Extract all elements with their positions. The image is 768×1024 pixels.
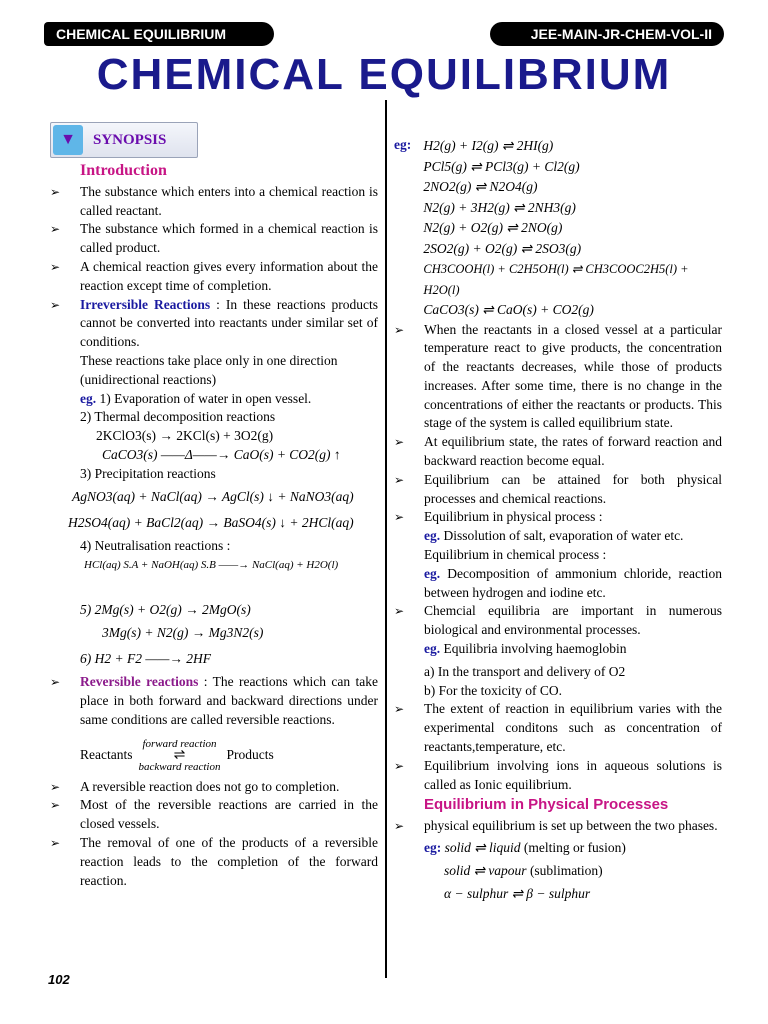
reactants-label: Reactants xyxy=(80,747,133,763)
down-arrow-icon: ▼ xyxy=(53,125,83,155)
chemical-process-label: Equilibrium in chemical process : xyxy=(424,547,607,563)
left-column xyxy=(50,122,378,890)
irreversible-text-2: These reactions take place only in one direction (unidirectional reactions) xyxy=(80,352,338,387)
equation-h2so4: H2SO4(aq) + BaCl2(aq) → BaSO4(s) ↓ + 2HCl(aq) xyxy=(68,515,354,531)
header-volume-label: JEE-MAIN-JR-CHEM-VOL-II xyxy=(490,22,724,46)
page-title: CHEMICAL EQUILIBRIUM xyxy=(96,50,672,99)
physical-processes-heading: Equilibrium in Physical Processes xyxy=(424,796,669,814)
bullet-extent: ➢ The extent of reaction in equilibrium varies with the experimental conditons such as concentration of reactants,temperature, etc. xyxy=(394,700,722,756)
example-3: 3) Precipitation reactions xyxy=(80,465,216,481)
bullet-equal-rates: ➢ At equilibrium state, the rates of forward reaction and backward reaction become equal. xyxy=(394,433,722,471)
bullet-phases: ➢ physical equilibrium is set up between the two phases. xyxy=(394,817,722,836)
bullet-attained: ➢ Equilibrium can be attained for both physical processes and chemical reactions. xyxy=(394,471,722,509)
physical-example-text: Dissolution of salt, evaporation of water etc. xyxy=(443,528,684,544)
bullet-removal-products: ➢ The removal of one of the products of a reversible reaction leads to the completion of the forward reaction. xyxy=(50,834,378,890)
equation-hcl-naoh: HCl(aq) S.A + NaOH(aq) S.B ——→ NaCl(aq) + H2O(l) xyxy=(84,558,339,571)
example-1-text: 1) Evaporation of water in open vessel. xyxy=(99,390,312,406)
synopsis-label: SYNOPSIS xyxy=(93,131,167,148)
bullet-ionic: ➢ Equilibrium involving ions in aqueous solutions is called as Ionic equilibrium. xyxy=(394,757,722,795)
sublimation-note: (sublimation) xyxy=(529,862,603,878)
column-divider xyxy=(385,100,387,978)
phase-example-1 xyxy=(394,839,722,858)
equation-mg3n2: 3Mg(s) + N2(g) → Mg3N2(s) xyxy=(102,624,264,640)
haemoglobin-text: Equilibria involving haemoglobin xyxy=(443,641,627,657)
equation-hf: 6) H2 + F2 ——→ 2HF xyxy=(80,651,211,667)
solid-vapour: solid ⇌ vapour xyxy=(444,862,527,878)
forward-label: forward reaction xyxy=(142,737,217,750)
bullet-reversible xyxy=(50,673,378,729)
backward-label: backward reaction xyxy=(138,760,221,773)
eg-label-2: eg. xyxy=(424,528,441,544)
eg-label-right: eg: xyxy=(394,137,412,152)
bullet-physical-process: ➢ Equilibrium in physical process : xyxy=(394,508,722,527)
bullet-equilibrium-state: ➢ When the reactants in a closed vessel at a particular temperature react to give products, the concentration of the reactants decreases, while those of products increases. After some time, there is no change in the concentrations of either the reactants or products. This stage of the system is called equilibrium state. xyxy=(394,321,722,434)
equation-no2: 2NO2(g) ⇌ N2O4(g) xyxy=(423,179,538,194)
introduction-heading: Introduction xyxy=(80,162,167,179)
melting-note: (melting or fusion) xyxy=(523,840,626,856)
example-1 xyxy=(50,390,378,409)
eg-label: eg. xyxy=(80,390,97,406)
chemical-example xyxy=(394,565,722,603)
haemoglobin-b: b) For the toxicity of CO. xyxy=(424,682,562,698)
reversible-scheme xyxy=(50,738,378,774)
double-arrow-icon: ⇌ xyxy=(173,747,186,763)
reversible-text: : The reactions which can take place in both forward and backward directions under same conditions are called reversible reactions. xyxy=(80,674,378,727)
bullet-closed-vessels: ➢ Most of the reversible reactions are carried in the closed vessels. xyxy=(50,796,378,834)
eg-label-4: eg. xyxy=(424,641,441,657)
phase-example-3: α − sulphur ⇌ β − sulphur xyxy=(444,885,591,901)
header-chapter-label: CHEMICAL EQUILIBRIUM xyxy=(44,22,274,46)
chemical-example-text: Decomposition of ammonium chloride, reaction between hydrogen and iodine etc. xyxy=(424,565,723,600)
bullet-reactant: ➢ The substance which enters into a chemical reaction is called reactant. xyxy=(50,183,378,221)
bullet-no-completion: ➢ A reversible reaction does not go to completion. xyxy=(50,778,378,797)
equations-list xyxy=(423,136,722,321)
example-equations xyxy=(394,136,722,321)
equation-agno3: AgNO3(aq) + NaCl(aq) → AgCl(s) ↓ + NaNO3(aq) xyxy=(72,488,354,504)
equation-nh3: N2(g) + 3H2(g) ⇌ 2NH3(g) xyxy=(423,199,576,215)
right-column xyxy=(394,136,722,903)
synopsis-badge xyxy=(50,122,198,158)
phase-example-2 xyxy=(394,862,722,881)
bullet-irreversible xyxy=(50,296,378,352)
equation-ester: CH3COOH(l) + C2H5OH(l) ⇌ CH3COOC2H5(l) + H2O(l) xyxy=(423,262,689,297)
eg-label-5: eg: xyxy=(424,840,442,856)
equation-no: N2(g) + O2(g) ⇌ 2NO(g) xyxy=(423,220,563,235)
irreversible-label: Irreversible Reactions xyxy=(80,296,211,312)
equilibrium-arrows xyxy=(138,738,220,774)
solid-liquid: solid ⇌ liquid xyxy=(444,840,521,856)
bullet-biological: ➢ Chemcial equilibria are important in numerous biological and environmental processes. xyxy=(394,602,722,640)
physical-example xyxy=(394,527,722,546)
products-label: Products xyxy=(226,747,274,763)
equation-caco3: CaCO3(s) ——Δ——→ CaO(s) + CO2(g) ↑ xyxy=(102,446,341,462)
example-4: 4) Neutralisation reactions : xyxy=(80,538,231,554)
irreversible-text: : In these reactions products cannot be converted into reactants under similar set of conditions. xyxy=(80,296,379,350)
equation-so3: 2SO2(g) + O2(g) ⇌ 2SO3(g) xyxy=(423,240,582,256)
bullet-reaction-info: ➢ A chemical reaction gives every information about the reaction except time of completion. xyxy=(50,258,378,296)
reversible-label: Reversible reactions xyxy=(80,674,199,690)
haemoglobin-example xyxy=(394,640,722,659)
page-number: 102 xyxy=(48,972,70,987)
equation-kclo3: 2KClO3(s) → 2KCl(s) + 3O2(g) xyxy=(96,428,274,444)
haemoglobin-a: a) In the transport and delivery of O2 xyxy=(424,663,626,679)
eg-label-3: eg. xyxy=(424,565,441,581)
equation-pcl5: PCl5(g) ⇌ PCl3(g) + Cl2(g) xyxy=(423,158,580,174)
equation-mgo: 5) 2Mg(s) + O2(g) → 2MgO(s) xyxy=(80,601,251,617)
equation-caco3-eq: CaCO3(s) ⇌ CaO(s) + CO2(g) xyxy=(423,302,594,317)
bullet-product: ➢ The substance which formed in a chemical reaction is called product. xyxy=(50,220,378,258)
example-2: 2) Thermal decomposition reactions xyxy=(80,409,276,425)
equation-hi: H2(g) + I2(g) ⇌ 2HI(g) xyxy=(423,138,554,153)
